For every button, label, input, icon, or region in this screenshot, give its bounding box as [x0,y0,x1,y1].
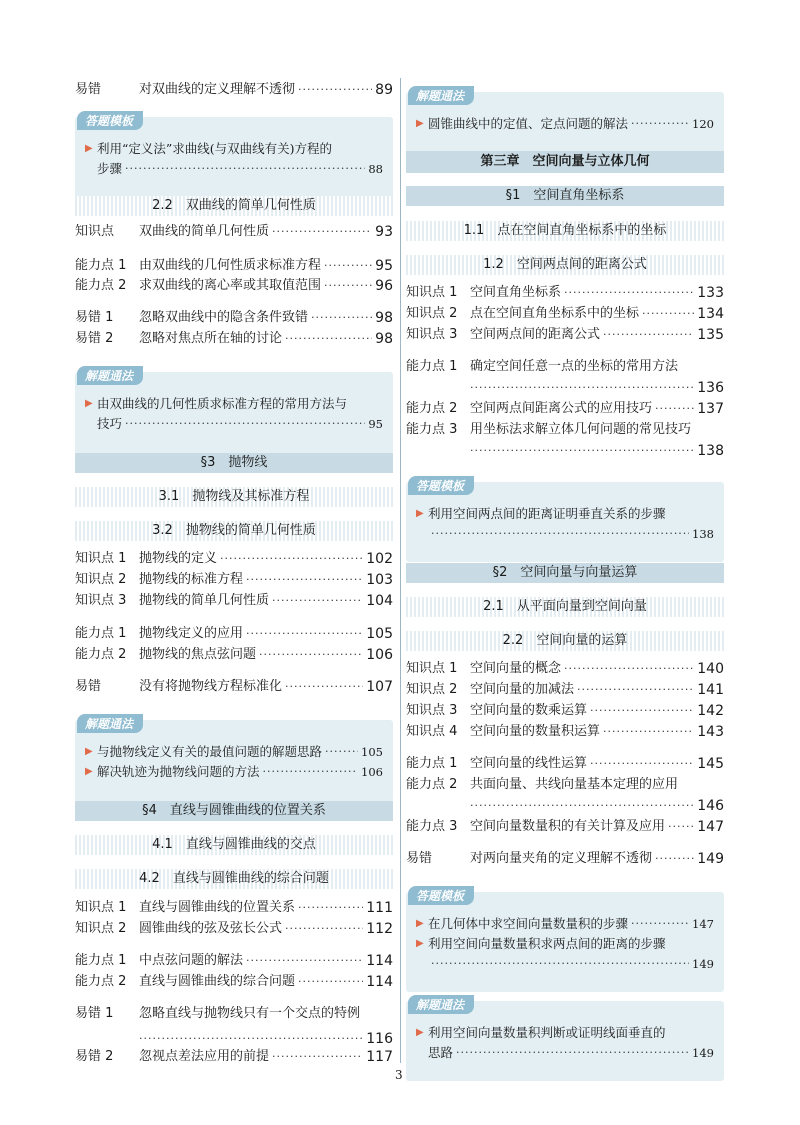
leader-dots [139,1029,362,1049]
solution-method-box [75,717,393,802]
entry-title: 抛物线的定义 [139,551,218,566]
entry-label: 能力点 3 [406,422,458,437]
entry-title: 空间两点间距离公式的应用技巧 [470,401,653,416]
toc-entry[interactable] [75,898,393,918]
toc-entry[interactable] [406,849,724,869]
leader-dots [220,549,363,569]
subsection-header[interactable]: 4.2 直线与圆锥曲线的综合问题 [75,869,393,889]
entry-label: 能力点 2 [75,278,127,293]
entry-title: 空间直角坐标系 [470,285,562,300]
triangle-bullet-icon: ▶ [85,398,93,409]
entry-title: 空间向量的概念 [470,661,562,676]
entry-page: 116 [366,1031,393,1047]
leader-dots [590,701,694,721]
item-text: 与抛物线定义有关的最值问题的解题思路 [97,744,323,759]
column-divider [400,78,401,1063]
box-tag: 答题模板 [77,111,143,130]
toc-entry[interactable] [406,659,724,679]
triangle-bullet-icon: ▶ [416,508,424,519]
entry-title: 空间向量的线性运算 [470,756,588,771]
box-item[interactable] [416,1023,714,1063]
entry-title: 确定空间任意一点的坐标的常用方法 [470,359,679,374]
toc-entry[interactable] [75,308,393,328]
solution-method-box [75,369,393,454]
entry-title: 忽视点差法应用的前提 [139,1049,270,1064]
entry-label: 知识点 1 [75,900,127,915]
entry-page: 98 [375,331,393,347]
item-page: 138 [692,527,714,541]
toc-entry[interactable] [75,222,393,242]
triangle-bullet-icon: ▶ [85,746,93,757]
entry-title: 空间向量数量积的有关计算及应用 [470,819,666,834]
subsection-header[interactable]: 1.2 空间两点间的距离公式 [406,255,724,275]
entry-label: 能力点 1 [75,258,127,273]
entry-label: 知识点 1 [75,551,127,566]
entry-label: 知识点 1 [406,661,458,676]
subsection-header[interactable]: 2.2 双曲线的简单几何性质 [75,196,393,216]
entry-title: 中点弦问题的解法 [139,953,244,968]
leader-dots [431,954,689,974]
entry-page: 146 [697,798,724,814]
leader-dots [246,624,363,644]
answer-template-box [75,114,393,199]
box-item[interactable] [416,114,714,134]
entry-title: 双曲线的简单几何性质 [139,224,270,239]
entry-label: 知识点 3 [406,703,458,718]
item-text-cont: 步骤 [97,161,123,176]
leader-dots [603,722,694,742]
entry-title: 空间向量的数乘运算 [470,703,588,718]
toc-entry[interactable] [75,1004,393,1049]
entry-page: 102 [366,551,393,567]
leader-dots [456,1043,689,1063]
item-text: 利用空间向量数量积判断或证明线面垂直的 [428,1025,666,1040]
entry-label: 能力点 1 [75,626,127,641]
section-header[interactable]: §2 空间向量与向量运算 [406,563,724,583]
toc-entry[interactable] [406,283,724,303]
toc-entry[interactable] [75,919,393,939]
entry-title: 圆锥曲线的弦及弦长公式 [139,921,283,936]
entry-page: 114 [366,953,393,969]
subsection-header[interactable]: 2.2 空间向量的运算 [406,631,724,651]
entry-page: 140 [697,661,724,677]
item-page: 106 [361,765,383,779]
leader-dots [470,796,693,816]
toc-entry[interactable] [75,624,393,644]
entry-title: 直线与圆锥曲线的综合问题 [139,974,296,989]
box-tag: 解题通法 [77,366,143,385]
box-item[interactable] [416,914,714,934]
leader-dots [263,762,359,782]
toc-entry[interactable] [406,680,724,700]
entry-label: 能力点 1 [406,359,458,374]
leader-dots [324,276,372,296]
box-tag: 解题通法 [408,995,474,1014]
answer-template-box [406,889,724,992]
leader-dots [668,817,694,837]
chapter-header[interactable]: 第三章 空间向量与立体几何 [406,151,724,173]
box-item[interactable] [85,394,383,434]
entry-label: 知识点 3 [75,593,127,608]
leader-dots [590,754,694,774]
entry-page: 89 [375,82,393,98]
entry-label: 能力点 3 [406,819,458,834]
entry-title: 求双曲线的离心率或其取值范围 [139,278,322,293]
entry-page: 136 [697,380,724,396]
entry-label: 易错 2 [75,331,114,346]
item-page: 147 [692,917,714,931]
toc-entry[interactable] [75,329,393,349]
entry-title: 直线与圆锥曲线的位置关系 [139,900,296,915]
toc-entry[interactable] [75,570,393,590]
subsection-header[interactable]: 1.1 点在空间直角坐标系中的坐标 [406,221,724,241]
leader-dots [631,114,689,134]
subsection-header[interactable]: 2.1 从平面向量到空间向量 [406,597,724,617]
box-tag: 答题模板 [408,476,474,495]
item-page: 149 [692,957,714,971]
subsection-header[interactable]: 3.2 抛物线的简单几何性质 [75,521,393,541]
entry-label: 能力点 1 [75,953,127,968]
entry-page: 145 [697,756,724,772]
entry-title: 空间两点间的距离公式 [470,327,601,342]
leader-dots [564,659,694,679]
item-text: 圆锥曲线中的定值、定点问题的解法 [428,116,629,131]
entry-page: 135 [697,327,724,343]
toc-entry[interactable] [406,701,724,721]
leader-dots [324,256,372,276]
leader-dots [259,645,363,665]
toc-entry[interactable] [406,754,724,774]
toc-entry[interactable] [406,399,724,419]
entry-title: 对两向量夹角的定义理解不透彻 [470,851,653,866]
leader-dots [470,441,693,461]
leader-dots [125,414,365,434]
entry-label: 易错 [75,82,102,97]
entry-page: 112 [366,921,393,937]
leader-dots [272,1047,363,1067]
entry-page: 105 [366,626,393,642]
entry-label: 能力点 2 [75,974,127,989]
leader-dots [564,283,694,303]
entry-label: 知识点 4 [406,724,458,739]
entry-label: 知识点 2 [75,572,127,587]
leader-dots [298,972,363,992]
subsection-header[interactable]: 4.1 直线与圆锥曲线的交点 [75,835,393,855]
leader-dots [325,742,358,762]
leader-dots [470,378,693,398]
entry-page: 106 [366,647,393,663]
entry-page: 111 [366,900,393,916]
entry-title: 抛物线的焦点弦问题 [139,647,257,662]
toc-entry[interactable] [75,591,393,611]
box-item[interactable] [416,934,714,974]
entry-title: 共面向量、共线向量基本定理的应用 [470,777,679,792]
entry-label: 知识点 1 [406,285,458,300]
entry-label: 知识点 [75,224,115,239]
leader-dots [285,329,372,349]
entry-page: 93 [375,224,393,240]
item-text: 在几何体中求空间向量数量积的步骤 [428,916,629,931]
entry-label: 易错 2 [75,1049,114,1064]
entry-title: 抛物线的简单几何性质 [139,593,270,608]
triangle-bullet-icon: ▶ [416,1027,424,1038]
entry-page: 107 [366,679,393,695]
item-page: 88 [368,162,383,176]
entry-page: 114 [366,974,393,990]
entry-page: 103 [366,572,393,588]
item-text: 利用“定义法”求曲线(与双曲线有关)方程的 [97,141,333,156]
solution-method-box [406,998,724,1081]
toc-entry[interactable] [406,325,724,345]
box-item[interactable] [85,762,383,782]
triangle-bullet-icon: ▶ [416,938,424,949]
page-number: 3 [395,1068,403,1082]
section-header[interactable]: §3 抛物线 [75,453,393,473]
item-text: 利用空间向量数量积求两点间的距离的步骤 [428,936,666,951]
entry-page: 96 [375,278,393,294]
entry-title: 对双曲线的定义理解不透彻 [139,82,296,97]
box-tag: 答题模板 [408,886,474,905]
leader-dots [272,222,372,242]
item-page: 105 [361,745,383,759]
entry-page: 133 [697,285,724,301]
entry-label: 能力点 1 [406,756,458,771]
leader-dots [298,898,363,918]
entry-label: 易错 1 [75,310,114,325]
entry-label: 知识点 2 [406,682,458,697]
item-text: 利用空间两点间的距离证明垂直关系的步骤 [428,506,666,521]
toc-entry[interactable] [75,80,393,100]
triangle-bullet-icon: ▶ [85,143,93,154]
toc-entry[interactable] [75,972,393,992]
leader-dots [642,304,694,324]
entry-label: 易错 1 [75,1006,114,1021]
leader-dots [311,308,372,328]
item-text: 解决轨迹为抛物线问题的方法 [97,764,260,779]
toc-entry[interactable] [75,951,393,971]
toc-entry[interactable] [75,1047,393,1067]
entry-label: 能力点 2 [75,647,127,662]
entry-label: 易错 [75,679,102,694]
answer-template-box [406,479,724,562]
box-tag: 解题通法 [408,86,474,105]
leader-dots [125,159,365,179]
leader-dots [577,680,694,700]
entry-title: 空间向量的加减法 [470,682,575,697]
toc-entry[interactable] [406,304,724,324]
entry-page: 147 [697,819,724,835]
entry-page: 98 [375,310,393,326]
entry-title: 忽略直线与抛物线只有一个交点的特例 [139,1006,361,1021]
triangle-bullet-icon: ▶ [85,766,93,777]
entry-label: 能力点 2 [406,777,458,792]
leader-dots [285,919,363,939]
toc-entry[interactable] [406,357,724,398]
leader-dots [631,914,689,934]
toc-entry[interactable] [75,256,393,276]
solution-method-box [406,89,724,154]
entry-title: 用坐标法求解立体几何问题的常见技巧 [470,422,692,437]
entry-label: 易错 [406,851,433,866]
box-item[interactable] [85,139,383,179]
item-page: 95 [368,417,383,431]
entry-title: 抛物线的标准方程 [139,572,244,587]
leader-dots [431,524,689,544]
toc-entry[interactable] [75,645,393,665]
leader-dots [655,849,694,869]
section-header[interactable]: §4 直线与圆锥曲线的位置关系 [75,801,393,821]
leader-dots [298,80,372,100]
toc-entry[interactable] [406,775,724,816]
leader-dots [603,325,694,345]
entry-page: 117 [366,1049,393,1065]
entry-label: 知识点 2 [406,306,458,321]
leader-dots [246,570,363,590]
leader-dots [246,951,363,971]
entry-page: 142 [697,703,724,719]
triangle-bullet-icon: ▶ [416,118,424,129]
box-tag: 解题通法 [77,714,143,733]
entry-title: 点在空间直角坐标系中的坐标 [470,306,640,321]
entry-title: 抛物线定义的应用 [139,626,244,641]
entry-page: 134 [697,306,724,322]
entry-label: 知识点 2 [75,921,127,936]
item-page: 149 [692,1046,714,1060]
triangle-bullet-icon: ▶ [416,918,424,929]
toc-entry[interactable] [75,276,393,296]
toc-entry[interactable] [75,549,393,569]
toc-entry[interactable] [406,817,724,837]
leader-dots [272,591,363,611]
section-header[interactable]: §1 空间直角坐标系 [406,186,724,206]
entry-label: 知识点 3 [406,327,458,342]
entry-page: 138 [697,443,724,459]
entry-label: 能力点 2 [406,401,458,416]
item-text-cont: 技巧 [97,416,123,431]
item-text: 由双曲线的几何性质求标准方程的常用方法与 [97,396,348,411]
toc-entry[interactable] [406,420,724,461]
box-item[interactable] [416,504,714,544]
entry-page: 141 [697,682,724,698]
entry-title: 忽略对焦点所在轴的讨论 [139,331,283,346]
toc-entry[interactable] [75,677,393,697]
toc-entry[interactable] [406,722,724,742]
leader-dots [285,677,363,697]
entry-page: 95 [375,258,393,274]
entry-title: 没有将抛物线方程标准化 [139,679,283,694]
item-text-cont: 思路 [428,1045,454,1060]
entry-title: 空间向量的数量积运算 [470,724,601,739]
subsection-header[interactable]: 3.1 抛物线及其标准方程 [75,487,393,507]
entry-title: 忽略双曲线中的隐含条件致错 [139,310,309,325]
entry-page: 137 [697,401,724,417]
entry-page: 104 [366,593,393,609]
leader-dots [655,399,694,419]
entry-page: 143 [697,724,724,740]
item-page: 120 [692,117,714,131]
box-item[interactable] [85,742,383,762]
entry-title: 由双曲线的几何性质求标准方程 [139,258,322,273]
entry-page: 149 [697,851,724,867]
